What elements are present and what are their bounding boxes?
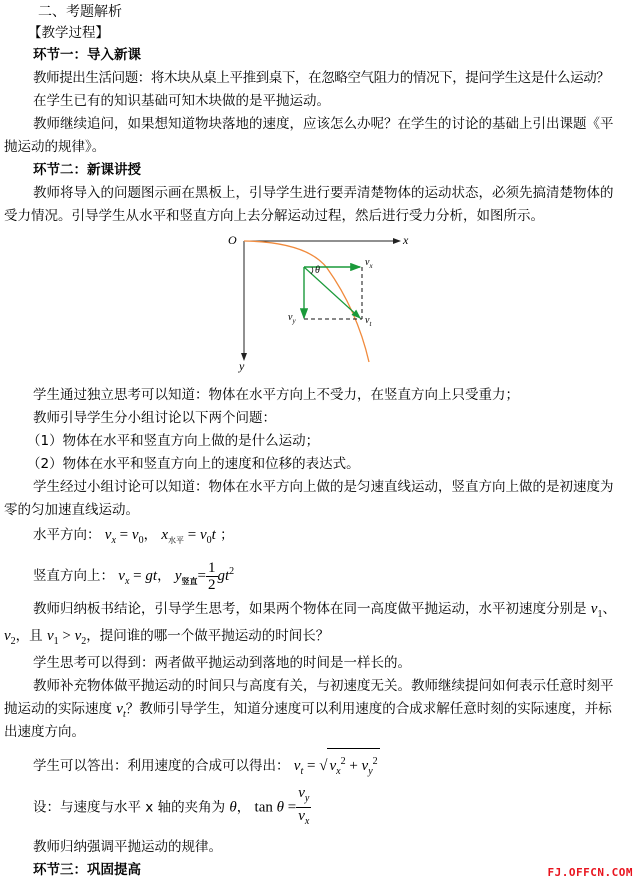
vx-label: $v_x$ xyxy=(365,257,373,270)
process-header: 【教学过程】 xyxy=(28,25,109,41)
question-1: （1）物体在水平和竖直方向上做的是什么运动； xyxy=(27,433,320,449)
projectile-motion-diagram xyxy=(222,230,422,379)
y-axis-label: y xyxy=(239,359,245,373)
paragraph: 教师继续追问，如果想知道物块落地的速度，应该怎么办呢？在学生的讨论的基础上引出课题《平 xyxy=(33,116,614,132)
stage2-title: 环节二：新课讲授 xyxy=(33,162,141,178)
paragraph: 在学生已有的知识基础可知木块做的是平抛运动。 xyxy=(33,93,330,109)
angle-label: θ xyxy=(315,265,320,276)
paragraph: $v_2$，且 $v_1 > v_2$，提问谁的哪一个做平抛运动的时间长？ xyxy=(4,628,330,647)
paragraph: 学生通过独立思考可以知道：物体在水平方向上不受力，在竖直方向上只受重力； xyxy=(33,387,519,403)
section-title: 二、考题解析 xyxy=(38,4,122,20)
paragraph: 教师归纳强调平抛运动的规律。 xyxy=(33,839,222,855)
vy-label: $v_y$ xyxy=(288,312,296,325)
stage1-title: 环节一：导入新课 xyxy=(33,47,141,63)
paragraph: 教师提出生活问题：将木块从桌上平推到桌下，在忽略空气阻力的情况下，提问学生这是什么运动？ xyxy=(33,70,610,86)
x-axis-label: x xyxy=(403,233,409,247)
paragraph: 受力情况。引导学生从水平和竖直方向上去分解运动过程，然后进行受力分析，如图所示。 xyxy=(4,208,544,224)
paragraph: 教师引导学生分小组讨论以下两个问题： xyxy=(33,410,276,426)
paragraph: 教师将导入的问题图示画在黑板上，引导学生进行要弄清楚物体的运动状态，必须先搞清楚物体的 xyxy=(33,185,614,201)
paragraph: 出速度方向。 xyxy=(4,724,85,740)
paragraph: 教师归纳板书结论，引导学生思考，如果两个物体在同一高度做平抛运动，水平初速度分别是 $v_1$、 xyxy=(33,601,616,620)
origin-label: O xyxy=(228,233,237,247)
watermark: FJ.OFFCN.COM xyxy=(547,866,633,879)
paragraph: 零的匀加速直线运动。 xyxy=(4,502,139,518)
paragraph: 学生经过小组讨论可以知道：物体在水平方向上做的是匀速直线运动，竖直方向上做的是初速度为 xyxy=(33,479,614,495)
paragraph: 抛运动的实际速度 $v_t$？教师引导学生，知道分速度可以利用速度的合成求解任意时刻的实际速度，并标 xyxy=(4,701,612,720)
paragraph: 教师补充物体做平抛运动的时间只与高度有关，与初速度无关。教师继续提问如何表示任意时刻平 xyxy=(33,678,614,694)
vt-label: $v_t$ xyxy=(365,315,372,328)
angle-formula: 设：与速度与水平 x 轴的夹角为 θ， tan θ = $\frac{v_y}{v_x}$ xyxy=(33,785,310,827)
paragraph: 学生思考可以得到：两者做平抛运动到落地的时间是一样长的。 xyxy=(33,655,411,671)
vertical-formula: 竖直方向上： $v_x$ = gt， $y_{竖直}=$ $\frac{1}{2}$ $gt^2$ xyxy=(33,559,235,593)
question-2: （2）物体在水平和竖直方向上的速度和位移的表达式。 xyxy=(27,456,360,472)
horizontal-formula: 水平方向： $v_x = v_0$， $x_{水平} = v_0t$ ； xyxy=(33,527,234,546)
resultant-velocity-formula: 学生可以答出：利用速度的合成可以得出： $v_t$ = √ $v_x^2 + v_y^2$ xyxy=(33,748,380,785)
stage3-title: 环节三：巩固提高 xyxy=(33,862,141,878)
paragraph: 抛运动的规律》。 xyxy=(4,139,106,155)
